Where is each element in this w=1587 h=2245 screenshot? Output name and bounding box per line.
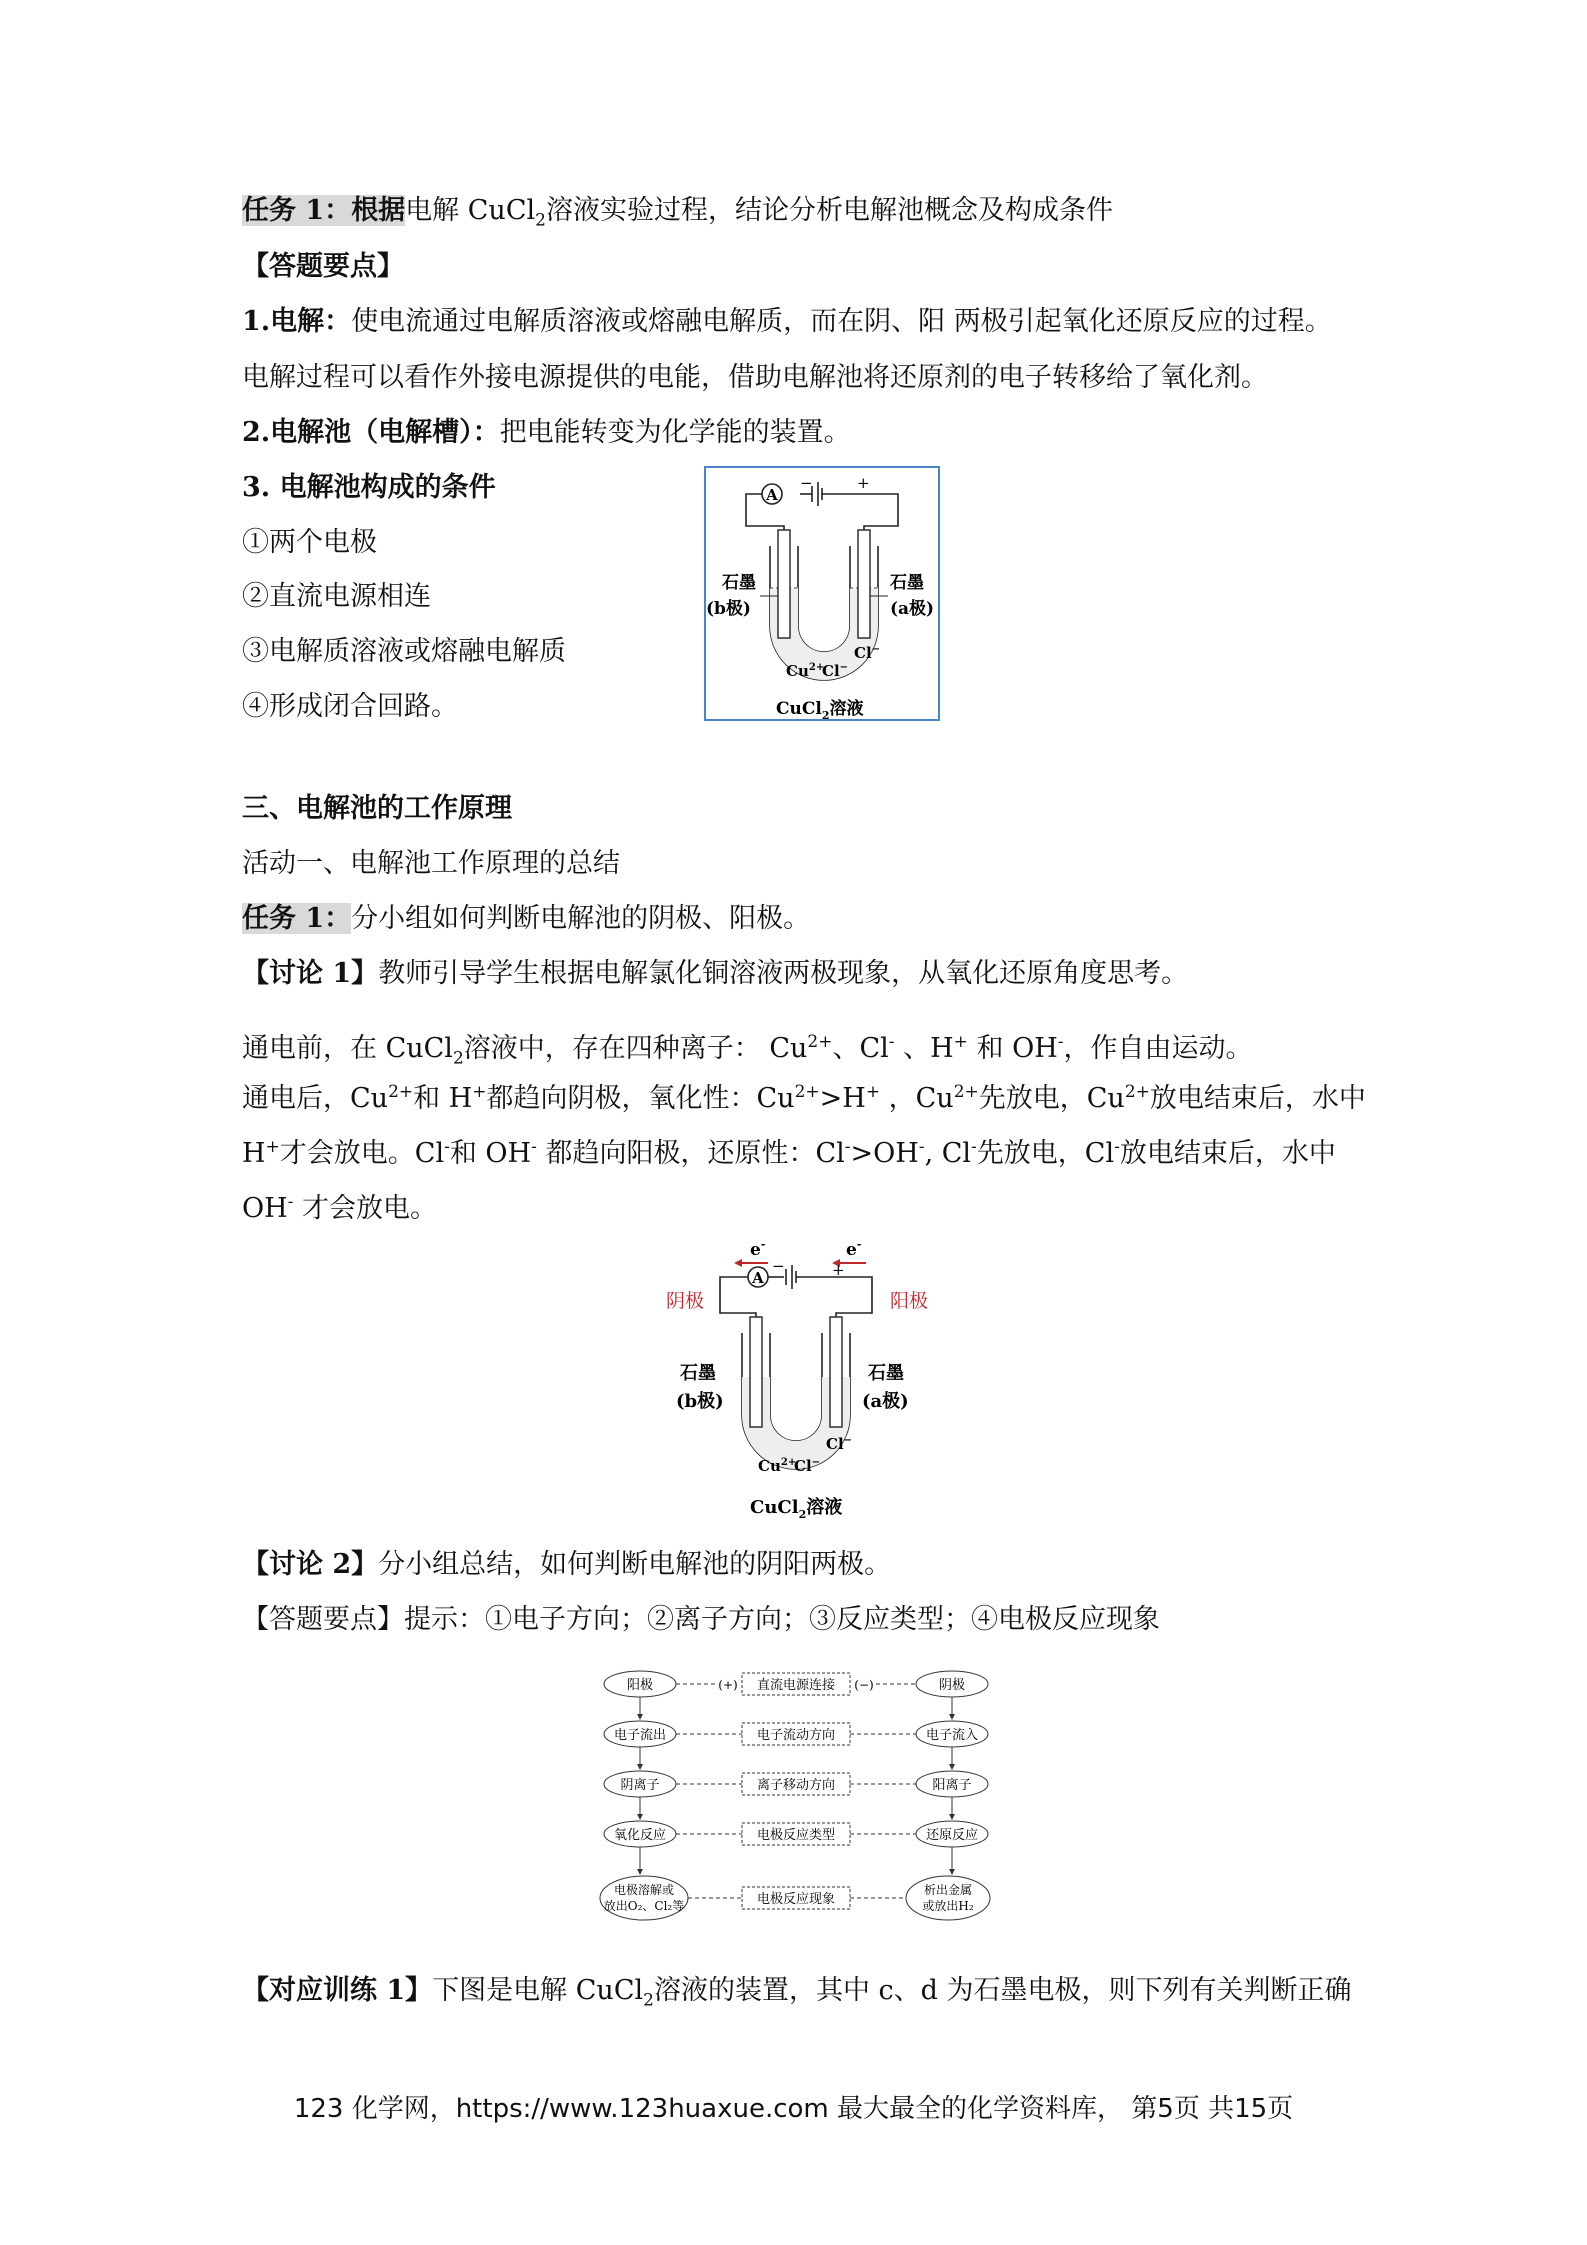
practice1-line: 【对应训练 1】下图是电解 CuCl$_2$溶液的装置，其中 c、d 为石墨电极，则下列有关判断正确	[242, 1975, 1352, 2011]
key-points-heading: 【答题要点】	[242, 251, 404, 282]
ion-cl: Cl−	[794, 1457, 821, 1475]
flow-node-text: 阳极	[626, 1678, 654, 1693]
u-tube-inner	[770, 1333, 822, 1441]
subscript: 2	[535, 210, 546, 231]
anode-label: 阳极	[890, 1290, 929, 1312]
ion-cu: $Cu^{2+}$	[758, 1457, 797, 1475]
after-current-line-3: OH- 才会放电。	[242, 1192, 438, 1224]
solution-label: CuCl$_2$溶液	[750, 1497, 843, 1521]
after-current-line-1: 通电后，$Cu^{2+}$和 H+都趋向阴极，氧化性：$Cu^{2+}>H^+$ ，$Cu^{2+}$先放电，$Cu^{2+}$放电结束后，水中	[242, 1082, 1366, 1114]
page-footer: 123 化学网，https://www.123huaxue.com 最大最全的化学资料库， 第5页 共15页	[293, 2094, 1294, 2124]
flow-node-text: 电极溶解或	[613, 1883, 675, 1897]
electrode-a-label: 石墨	[868, 1363, 904, 1384]
minus-sign: −	[772, 1257, 785, 1275]
electron-label: e-	[846, 1238, 862, 1260]
flow-box-text: 离子移动方向	[756, 1778, 836, 1793]
electron-label: e-	[750, 1238, 766, 1260]
flow-node-text: 放出O₂、Cl₂等	[603, 1899, 685, 1913]
electrode-b	[778, 530, 790, 638]
plus-sign: +	[832, 1261, 845, 1279]
term-text: 把电能转变为化学能的装置。	[499, 417, 851, 448]
after-current-line-2: H+才会放电。Cl-和 OH- 都趋向阳极，还原性：Cl->OH-, Cl-先放电，Cl-放电结束后，水中	[242, 1137, 1336, 1169]
task-text: 溶液实验过程，结论分析电解池概念及构成条件	[545, 195, 1113, 226]
discussion-text: 教师引导学生根据电解氯化铜溶液两极现象，从氧化还原角度思考。	[378, 958, 1189, 989]
flow-box-text: 电极反应类型	[756, 1828, 836, 1843]
polarity-minus: (−)	[854, 1678, 874, 1692]
electrode-b-label: (b极)	[676, 1391, 724, 1412]
electrode-b	[750, 1317, 762, 1427]
solution-label: CuCl$_2$溶液	[776, 699, 864, 721]
flow-node-text: 或放出H₂	[922, 1899, 974, 1913]
cell-definition	[242, 414, 851, 452]
term-label: 1.电解：	[242, 306, 352, 337]
discussion-label: 【讨论 2】	[242, 1549, 379, 1580]
electrode-judgment-flowchart	[598, 1662, 994, 1932]
before-current-line: 通电前，在 CuCl$_2$溶液中，存在四种离子： $Cu^{2+}$、Cl- 、H+ 和 OH-，作自由运动。	[242, 1032, 1253, 1069]
condition-item: ④形成闭合回路。	[242, 691, 458, 722]
electrode-a-label: (a极)	[862, 1391, 909, 1412]
flow-node-text: 还原反应	[925, 1828, 979, 1843]
polarity-plus: (+)	[718, 1678, 738, 1692]
electrode-a-label: 石墨	[890, 573, 924, 593]
flow-node-text: 阴离子	[620, 1778, 660, 1793]
discussion-text: 分小组总结，如何判断电解池的阴阳两极。	[378, 1549, 892, 1580]
condition-item: ①两个电极	[242, 527, 377, 558]
figure-border	[705, 467, 939, 720]
electrolysis-explanation: 电解过程可以看作外接电源提供的电能，借助电解池将还原剂的电子转移给了氧化剂。	[242, 362, 1268, 393]
practice-label: 【对应训练 1】	[242, 1975, 433, 2006]
electrode-b-label: 石墨	[680, 1363, 716, 1384]
flow-node-text: 阴极	[938, 1678, 966, 1693]
flow-box-text: 电子流动方向	[756, 1728, 836, 1743]
task-text: 电解 CuCl	[405, 195, 536, 226]
conditions-heading: 3. 电解池构成的条件	[242, 472, 496, 503]
ammeter-label: A	[752, 1269, 764, 1287]
minus-sign: −	[800, 474, 813, 492]
electrode-a-label: (a极)	[890, 599, 935, 619]
task-label: 任务 1：	[242, 903, 352, 934]
electrode-a	[858, 530, 870, 638]
plus-sign: +	[857, 474, 870, 492]
task1b-line	[242, 900, 810, 938]
activity-title: 活动一、电解池工作原理的总结	[242, 848, 620, 879]
ion-cl: Cl−	[822, 662, 849, 680]
electrode-a	[830, 1317, 842, 1427]
electrolysis-cell-figure-2	[650, 1235, 950, 1525]
ion-cl-right: Cl−	[854, 644, 881, 662]
discussion1-line	[242, 955, 1188, 993]
answer-label: 【答题要点】	[242, 1604, 404, 1635]
discussion-label: 【讨论 1】	[242, 958, 379, 989]
flow-node-text: 电子流出	[613, 1728, 667, 1743]
cathode-label: 阴极	[666, 1290, 705, 1312]
term-text: 使电流通过电解质溶液或熔融电解质，而在阴、阳 两极引起氧化还原反应的过程。	[351, 306, 1332, 337]
answer-text: 提示：①电子方向；②离子方向；③反应类型；④电极反应现象	[404, 1604, 1160, 1635]
discussion2-line	[242, 1546, 891, 1584]
flow-node-text: 氧化反应	[613, 1828, 667, 1843]
ion-cl-right: Cl−	[826, 1435, 853, 1453]
task-text: 分小组如何判断电解池的阴极、阳极。	[351, 903, 811, 934]
ammeter-label: A	[766, 486, 778, 504]
electrolysis-definition	[242, 303, 1332, 341]
electrode-b-label: 石墨	[722, 573, 756, 593]
ion-cu: $Cu^{2+}$	[786, 662, 825, 680]
task-label: 任务 1：	[242, 195, 352, 226]
flow-node-text: 阳离子	[932, 1778, 972, 1793]
electrolysis-cell-figure-1	[704, 466, 940, 721]
task1-line	[242, 192, 1113, 239]
flow-box-text: 电极反应现象	[756, 1892, 836, 1907]
task-lead: 根据	[351, 195, 406, 226]
arrow-head	[734, 1259, 742, 1267]
flow-box-text: 直流电源连接	[756, 1678, 836, 1693]
term-label: 2.电解池（电解槽）：	[242, 417, 500, 448]
electrode-b-label: (b极)	[706, 599, 751, 619]
condition-item: ③电解质溶液或熔融电解质	[242, 636, 566, 667]
flow-node-text: 电子流入	[925, 1728, 979, 1743]
section-title: 三、电解池的工作原理	[242, 793, 512, 824]
answer-points-line	[242, 1601, 1160, 1639]
flow-node-text: 析出金属	[923, 1883, 973, 1897]
condition-item: ②直流电源相连	[242, 581, 431, 612]
